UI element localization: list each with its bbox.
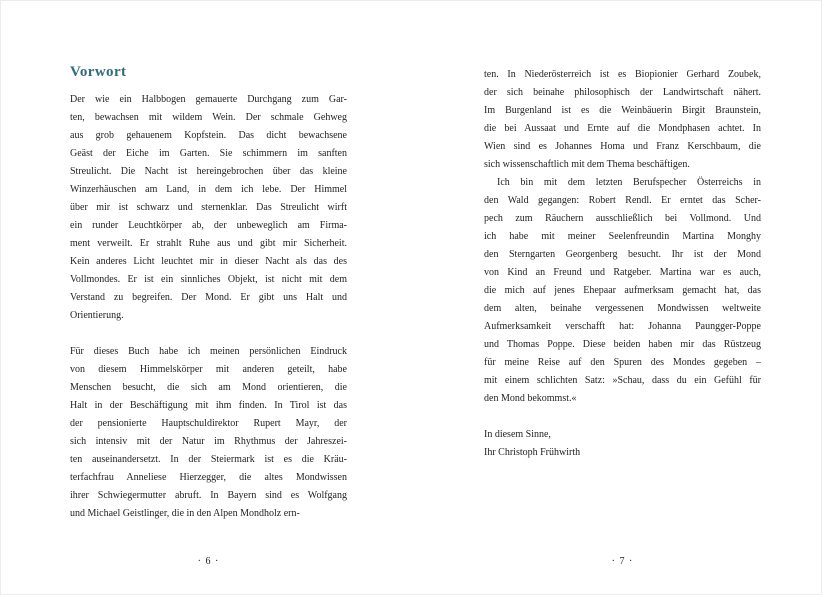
text-line: Ihr Christoph Frühwirth	[484, 447, 581, 458]
text-line: Streulicht. Die Nacht ist hereingebrochen über das kleine	[70, 166, 347, 177]
text-line: Kein anderes Licht leuchtet mir in dieser Nacht als das des	[70, 256, 347, 267]
text-line: ment verweilt. Er strahlt Ruhe aus und gibt mir Sicherheit.	[70, 238, 347, 249]
text-line: von diesem Himmelskörper mit anderen geteilt, habe	[70, 364, 347, 375]
text-line: den Sterngarten Georgenberg besucht. Ihr ist der Mond	[484, 249, 761, 260]
text-line: Menschen besucht, die sich am Mond orientieren, die	[70, 382, 347, 393]
text-line: Winzerhäuschen am Land, in dem ich lebe. Der Himmel	[70, 184, 347, 195]
text-line: pech zum Räuchern ausschließlich bei Vollmond. Und	[484, 213, 761, 224]
text-line: ich habe mit meiner Seelenfreundin Martina Monghy	[484, 231, 761, 242]
page-right	[484, 0, 761, 595]
text-line: den Wald gegangen: Robert Rendl. Er erntet das Scher-	[484, 195, 761, 206]
text-line: Der wie ein Halbbogen gemauerte Durchgang zum Gar-	[70, 94, 347, 105]
text-line: Ich bin mit dem letzten Berufspecher Österreichs in	[497, 177, 761, 188]
text-line: ihrer Schwiegermutter abruft. In Bayern sind es Wolfgang	[70, 490, 347, 501]
text-line: Verstand zu begreifen. Der Mond. Er gibt uns Halt und	[70, 292, 347, 303]
text-line: ein runder Leuchtkörper ab, der unbeweglich am Firma-	[70, 220, 347, 231]
text-line: Halt in der Beschäftigung mit ihm finden. In Tirol ist das	[70, 400, 347, 411]
text-line: der pensionierte Hauptschuldirektor Rupert Mayr, der	[70, 418, 347, 429]
text-line: den Mond bekommst.«	[484, 393, 577, 404]
text-line: die mich auf jenes Ehepaar aufmerksam gemacht hat, das	[484, 285, 761, 296]
paragraph-gap	[484, 408, 761, 426]
right-text-column	[484, 66, 761, 462]
text-line: über mir ist schwarz und sternenklar. Das Streulicht wirft	[70, 202, 347, 213]
text-line: Geäst der Eiche im Garten. Sie schimmern im sanften	[70, 148, 347, 159]
text-line: sich intensiv mit der Natur im Rhythmus der Jahreszei-	[70, 436, 347, 447]
text-line: Vollmondes. Er ist ein sinnliches Objekt, ist nicht mit dem	[70, 274, 347, 285]
left-text-column	[70, 91, 347, 523]
text-line: aus grob gehauenem Kopfstein. Das dicht bewachsene	[70, 130, 347, 141]
text-line: Aufmerksamkeit verschafft hat: Johanna Paungger-Poppe	[484, 321, 761, 332]
page-number-right: · 7 ·	[611, 556, 634, 567]
text-line: mit einem schlichten Satz: »Schau, dass du ein Gefühl für	[484, 375, 761, 386]
text-line: für meine Reise auf den Spuren des Mondes gegeben –	[484, 357, 761, 368]
text-line: terfachfrau Anneliese Hierzegger, die altes Mondwissen	[70, 472, 347, 483]
text-line: In diesem Sinne,	[484, 429, 551, 440]
page-left	[70, 0, 347, 595]
text-line: Im Burgenland ist es die Weinbäuerin Birgit Braunstein,	[484, 105, 761, 116]
chapter-heading: Vorwort	[70, 64, 127, 80]
text-line: Für dieses Buch habe ich meinen persönlichen Eindruck	[70, 346, 347, 357]
text-line: sich wissenschaftlich mit dem Thema beschäftigen.	[484, 159, 690, 170]
text-line: und Michael Geistlinger, die in den Alpen Mondholz ern-	[70, 508, 300, 519]
text-line: von Kind an Freund und Ratgeber. Martina war es auch,	[484, 267, 761, 278]
text-line: ten, bewachsen mit wildem Wein. Der schmale Gehweg	[70, 112, 347, 123]
text-line: die bei Aussaat und Ernte auf die Mondphasen achtet. In	[484, 123, 761, 134]
text-line: dem alten, beinahe vergessenen Mondwissen weltweite	[484, 303, 761, 314]
text-line: ten auseinandersetzt. In der Steiermark ist es die Kräu-	[70, 454, 347, 465]
text-line: der sich beinahe philosophisch der Landwirtschaft nähert.	[484, 87, 761, 98]
text-line: Wien sind es Johannes Homa und Franz Kerschbaum, die	[484, 141, 761, 152]
page-number-left: · 6 ·	[197, 556, 220, 567]
text-line: Orientierung.	[70, 310, 124, 321]
text-line: und Thomas Poppe. Diese beiden haben mir das Rüstzeug	[484, 339, 761, 350]
text-line: ten. In Niederösterreich ist es Biopionier Gerhard Zoubek,	[484, 69, 761, 80]
paragraph-gap	[70, 325, 347, 343]
